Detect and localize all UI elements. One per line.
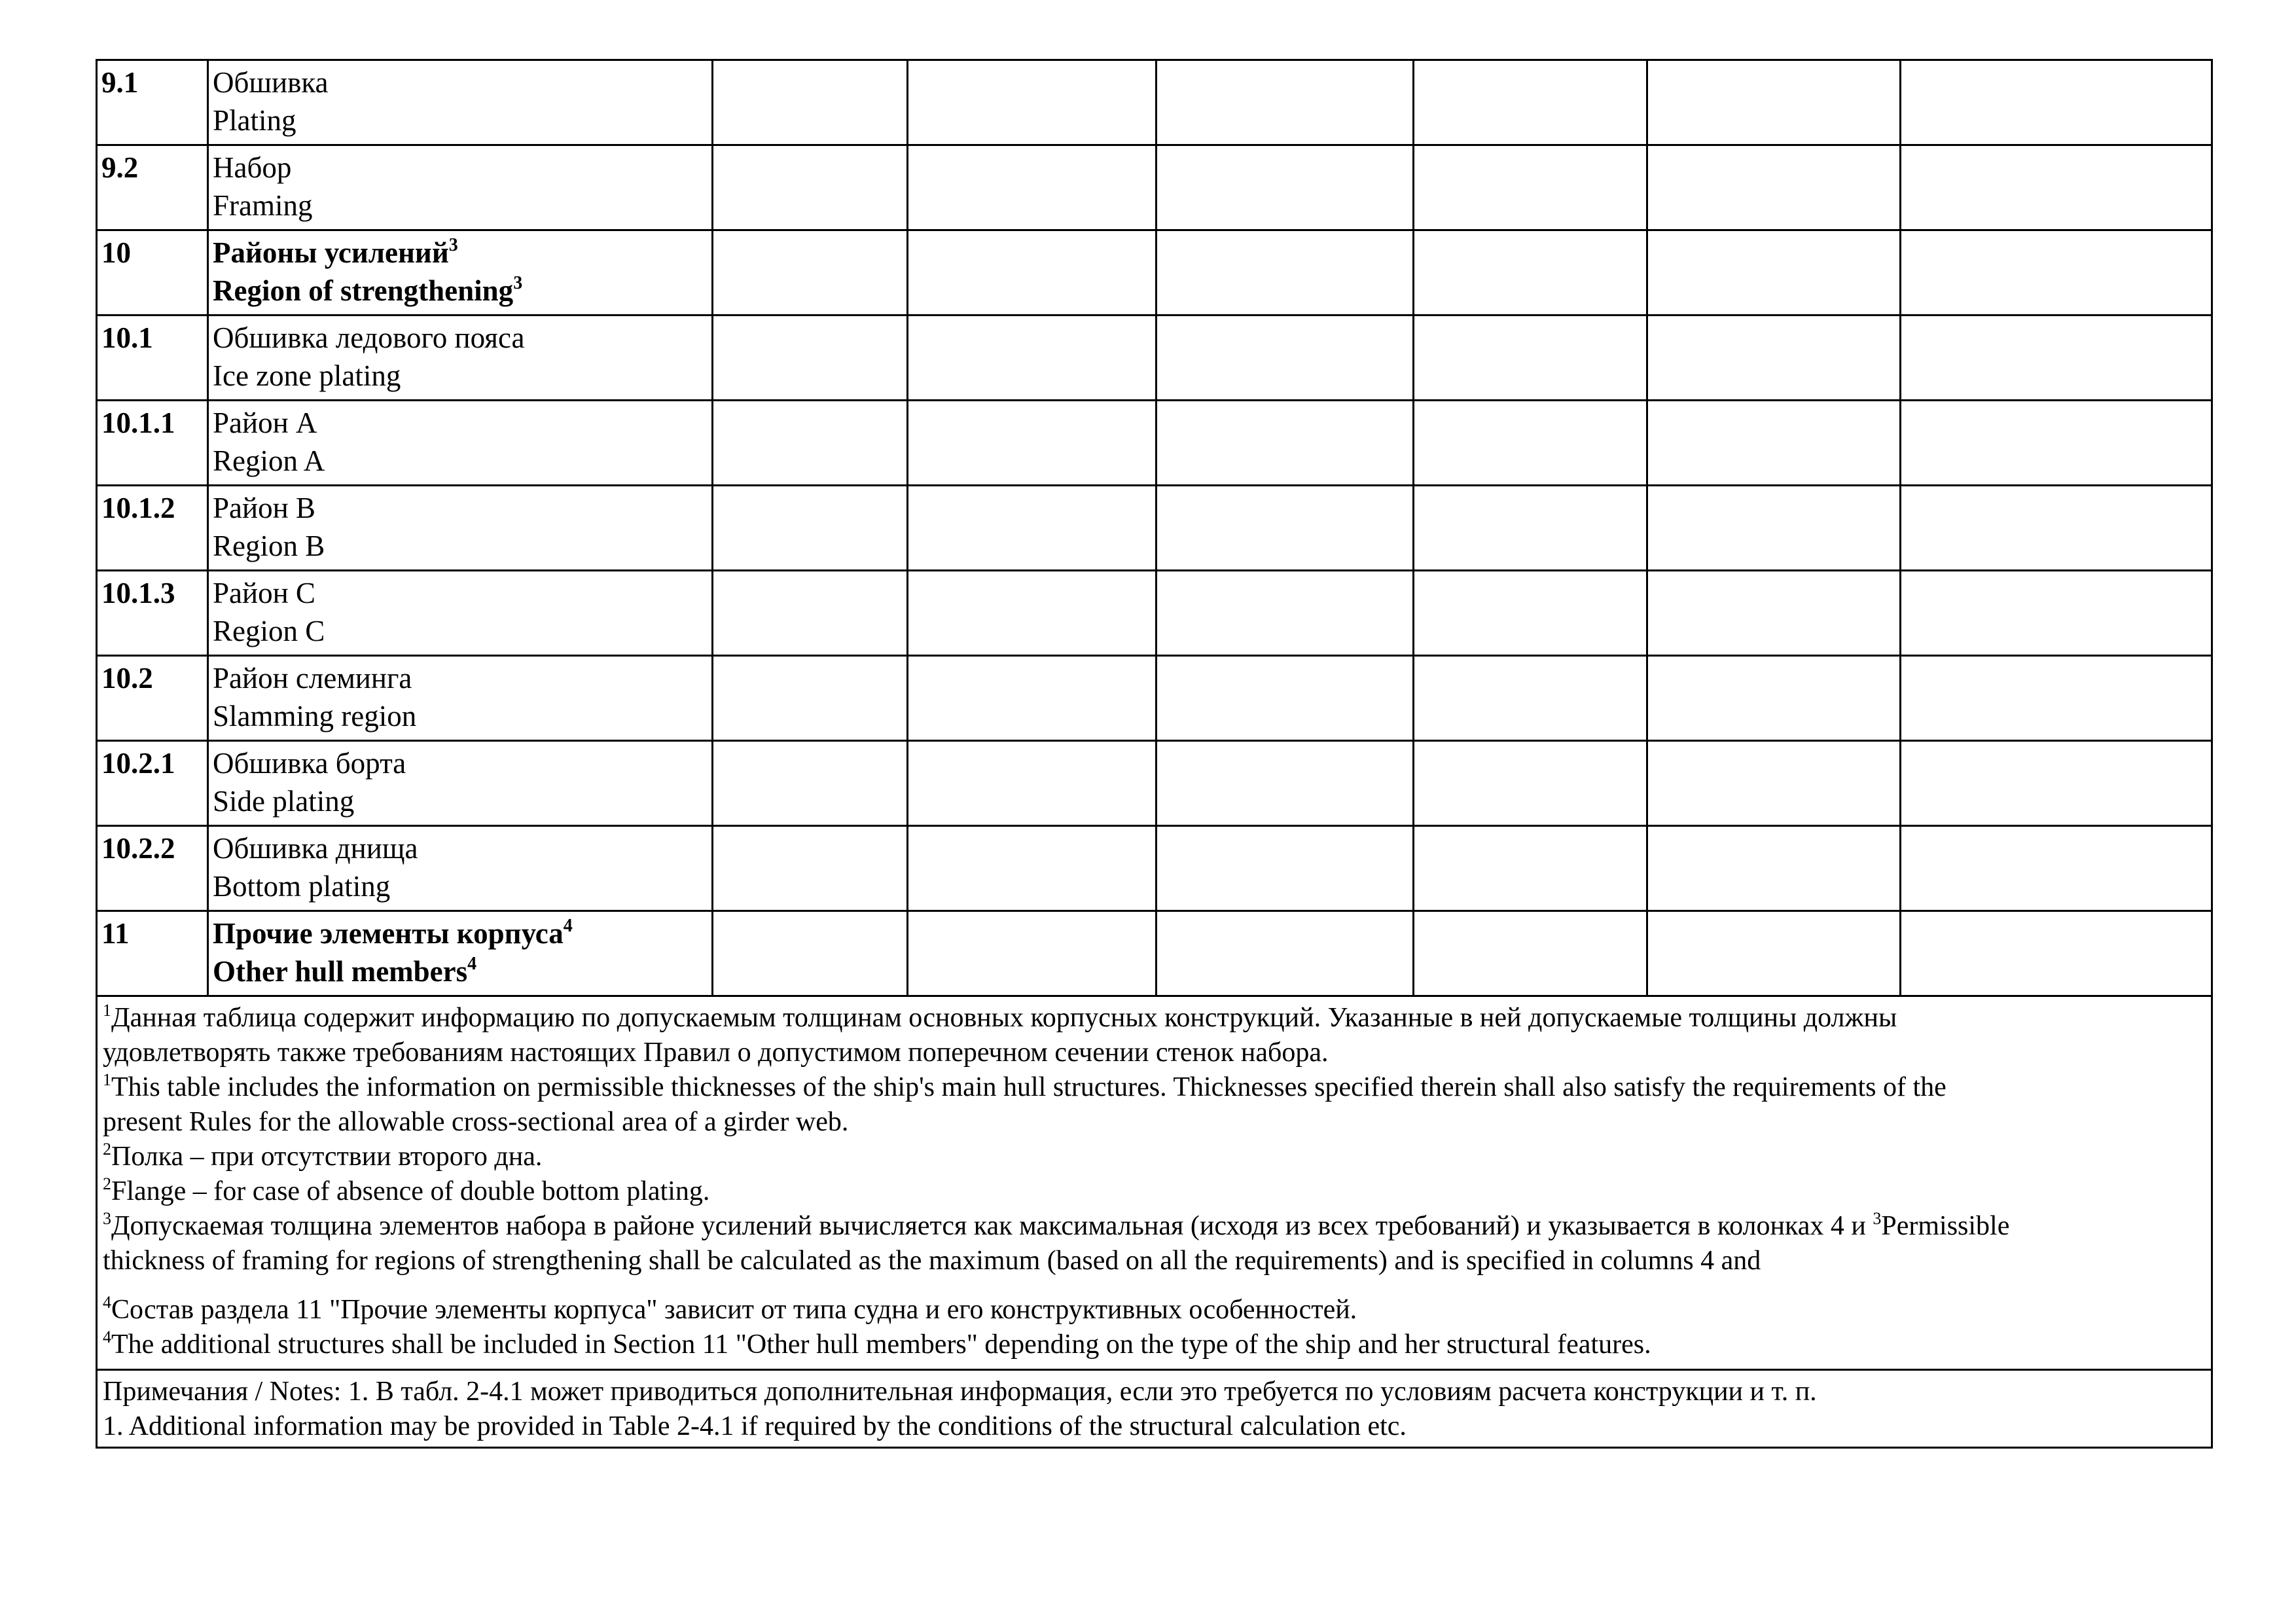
value-cell <box>1414 401 1647 486</box>
footnote-marker: 4 <box>103 1327 111 1346</box>
value-cell <box>1647 230 1901 316</box>
description-en <box>213 357 708 395</box>
value-cell <box>1647 60 1901 145</box>
value-cell <box>1414 60 1647 145</box>
value-cell <box>713 486 908 571</box>
value-cell <box>1901 826 2212 911</box>
value-cell <box>1414 145 1647 230</box>
description-en <box>213 187 708 225</box>
footnote-1-ru-cont: удовлетворять также требованиям настоящих Правил о допустимом поперечном сечении стенок набора. <box>103 1038 1329 1068</box>
value-cell <box>1901 486 2212 571</box>
description-en-text: Region C <box>213 615 325 647</box>
value-cell <box>713 911 908 996</box>
description-ru <box>213 829 708 867</box>
value-cell <box>1157 741 1414 826</box>
value-cell <box>1157 656 1414 741</box>
value-cell <box>1414 230 1647 316</box>
description-en-text: Region B <box>213 530 325 562</box>
value-cell <box>1414 826 1647 911</box>
footnote-text: Flange – for case of absence of double bottom plating. <box>111 1176 710 1206</box>
table-row <box>97 656 2212 741</box>
value-cell <box>908 486 1157 571</box>
row-description <box>208 486 713 571</box>
footnote-4-en <box>103 1327 2206 1362</box>
footnote-marker: 1 <box>103 1070 111 1089</box>
row-description <box>208 316 713 401</box>
row-number: 10.1.2 <box>97 486 208 571</box>
footnote-text: This table includes the information on permissible thicknesses of the ship's main hull structures. Thicknesses specified therein shall also satisfy the requirements of the <box>111 1072 1946 1102</box>
row-number: 10.1 <box>97 316 208 401</box>
footnote-marker: 2 <box>103 1140 111 1159</box>
value-cell <box>1901 571 2212 656</box>
value-cell <box>1414 656 1647 741</box>
table-row <box>97 230 2212 316</box>
value-cell <box>713 401 908 486</box>
thickness-table <box>96 59 2213 1449</box>
table-body <box>97 60 2212 996</box>
row-number: 10 <box>97 230 208 316</box>
notes-line-en: 1. Additional information may be provided in Table 2-4.1 if required by the conditions of the structural calculation etc. <box>103 1411 1407 1441</box>
value-cell <box>908 911 1157 996</box>
description-en <box>213 952 708 990</box>
table-row <box>97 741 2212 826</box>
row-description <box>208 60 713 145</box>
description-ru <box>213 914 708 952</box>
footnotes-cell <box>97 996 2212 1370</box>
description-ru-text: Набор <box>213 151 292 184</box>
value-cell <box>1157 401 1414 486</box>
value-cell <box>1414 316 1647 401</box>
description-ru <box>213 404 708 442</box>
notes-cell <box>97 1370 2212 1448</box>
description-en-text: Framing <box>213 189 313 222</box>
footnote-text: Состав раздела 11 "Прочие элементы корпуса" зависит от типа судна и его конструктивных особенностей. <box>111 1295 1357 1325</box>
value-cell <box>908 571 1157 656</box>
footnote-1-ru <box>103 1001 2206 1036</box>
table-row <box>97 316 2212 401</box>
value-cell <box>1901 60 2212 145</box>
table-row <box>97 145 2212 230</box>
footnote-ref: 3 <box>513 273 523 293</box>
description-ru-text: Район B <box>213 492 315 524</box>
description-en <box>213 527 708 565</box>
description-ru-text: Район C <box>213 577 315 609</box>
value-cell <box>713 316 908 401</box>
footnote-2-en <box>103 1174 2206 1209</box>
description-ru <box>213 659 708 697</box>
value-cell <box>1647 656 1901 741</box>
description-en-text: Plating <box>213 104 296 137</box>
footnote-ref: 4 <box>467 954 477 974</box>
value-cell <box>1157 316 1414 401</box>
value-cell <box>1647 911 1901 996</box>
footnote-text: Данная таблица содержит информацию по допускаемым толщинам основных корпусных конструкций. Указанные в ней допускаемые толщины должны <box>111 1003 1897 1033</box>
table-row <box>97 826 2212 911</box>
value-cell <box>1414 911 1647 996</box>
description-ru-text: Обшивка днища <box>213 832 418 865</box>
value-cell <box>908 741 1157 826</box>
description-ru <box>213 63 708 101</box>
description-ru <box>213 744 708 782</box>
value-cell <box>713 741 908 826</box>
description-ru-text: Прочие элементы корпуса <box>213 917 564 950</box>
value-cell <box>1901 911 2212 996</box>
value-cell <box>1901 656 2212 741</box>
description-ru-text: Район слеминга <box>213 662 412 695</box>
row-number: 10.2 <box>97 656 208 741</box>
row-number: 10.1.1 <box>97 401 208 486</box>
row-description <box>208 145 713 230</box>
description-en <box>213 697 708 735</box>
value-cell <box>1157 60 1414 145</box>
table-row <box>97 486 2212 571</box>
description-en-text: Other hull members <box>213 955 468 988</box>
value-cell <box>713 826 908 911</box>
value-cell <box>1157 486 1414 571</box>
row-description <box>208 826 713 911</box>
value-cell <box>1647 571 1901 656</box>
footnote-2-ru <box>103 1140 2206 1174</box>
document-sheet <box>96 59 2211 1449</box>
footnote-4-ru <box>103 1293 2206 1327</box>
row-number: 11 <box>97 911 208 996</box>
value-cell <box>713 230 908 316</box>
value-cell <box>713 60 908 145</box>
value-cell <box>1414 741 1647 826</box>
description-en-text: Ice zone plating <box>213 359 401 392</box>
row-description <box>208 741 713 826</box>
description-en <box>213 101 708 139</box>
description-ru <box>213 234 708 272</box>
footnote-marker: 2 <box>103 1174 111 1193</box>
value-cell <box>1901 230 2212 316</box>
value-cell <box>1157 911 1414 996</box>
notes-line-ru: Примечания / Notes: 1. В табл. 2-4.1 может приводиться дополнительная информация, если это требуется по условиям расчета конструкции и т. п. <box>103 1377 1817 1407</box>
value-cell <box>713 571 908 656</box>
table-row <box>97 60 2212 145</box>
footnote-text: The additional structures shall be included in Section 11 "Other hull members" depending on the type of the ship and her structural features. <box>111 1329 1651 1360</box>
value-cell <box>713 145 908 230</box>
value-cell <box>908 230 1157 316</box>
footnotes-section <box>97 996 2212 1448</box>
value-cell <box>908 826 1157 911</box>
footnote-text: Permissible <box>1881 1211 2010 1241</box>
value-cell <box>1647 741 1901 826</box>
value-cell <box>908 401 1157 486</box>
row-number: 9.1 <box>97 60 208 145</box>
description-en-text: Bottom plating <box>213 870 391 903</box>
description-en-text: Side plating <box>213 785 355 818</box>
footnote-spacer <box>103 1278 2206 1293</box>
value-cell <box>908 145 1157 230</box>
description-ru <box>213 149 708 187</box>
value-cell <box>1414 571 1647 656</box>
table-row <box>97 401 2212 486</box>
value-cell <box>1157 230 1414 316</box>
description-en <box>213 612 708 650</box>
footnote-3 <box>103 1209 2206 1244</box>
description-en <box>213 442 708 480</box>
description-en <box>213 272 708 310</box>
description-en-text: Slamming region <box>213 700 417 732</box>
description-ru-text: Обшивка борта <box>213 747 406 780</box>
value-cell <box>1647 826 1901 911</box>
value-cell <box>1647 486 1901 571</box>
footnote-text: Допускаемая толщина элементов набора в районе усилений вычисляется как максимальная (исходя из всех требований) и указывается в колонках 4 и <box>111 1211 1873 1241</box>
description-ru <box>213 489 708 527</box>
description-ru-text: Обшивка <box>213 66 329 99</box>
footnote-marker: 4 <box>103 1293 111 1312</box>
row-number: 10.2.2 <box>97 826 208 911</box>
footnote-3-cont: thickness of framing for regions of strengthening shall be calculated as the maximum (based on all the requirements) and is specified in columns 4 and <box>103 1246 1761 1276</box>
description-ru-text: Район A <box>213 406 317 439</box>
row-number: 9.2 <box>97 145 208 230</box>
value-cell <box>1414 486 1647 571</box>
value-cell <box>908 60 1157 145</box>
table-row <box>97 571 2212 656</box>
row-description <box>208 911 713 996</box>
footnote-1-en-cont: present Rules for the allowable cross-sectional area of a girder web. <box>103 1107 849 1137</box>
row-number: 10.1.3 <box>97 571 208 656</box>
value-cell <box>1647 145 1901 230</box>
value-cell <box>1647 316 1901 401</box>
row-number: 10.2.1 <box>97 741 208 826</box>
footnote-1-en <box>103 1070 2206 1105</box>
footnote-marker: 1 <box>103 1001 111 1020</box>
value-cell <box>1647 401 1901 486</box>
value-cell <box>1157 571 1414 656</box>
value-cell <box>1901 316 2212 401</box>
description-en <box>213 867 708 905</box>
row-description <box>208 571 713 656</box>
description-ru-text: Обшивка ледового пояса <box>213 321 525 354</box>
value-cell <box>1901 145 2212 230</box>
description-en-text: Region A <box>213 444 325 477</box>
value-cell <box>908 316 1157 401</box>
description-ru <box>213 319 708 357</box>
description-en-text: Region of strengthening <box>213 274 514 307</box>
footnote-ref: 4 <box>563 916 573 936</box>
row-description <box>208 230 713 316</box>
value-cell <box>713 656 908 741</box>
value-cell <box>908 656 1157 741</box>
footnote-ref: 3 <box>448 235 458 255</box>
description-ru-text: Районы усилений <box>213 236 449 269</box>
row-description <box>208 401 713 486</box>
footnote-marker: 3 <box>103 1209 111 1228</box>
table-row <box>97 911 2212 996</box>
row-description <box>208 656 713 741</box>
footnote-marker: 3 <box>1873 1209 1882 1228</box>
value-cell <box>1901 741 2212 826</box>
description-en <box>213 782 708 820</box>
value-cell <box>1157 826 1414 911</box>
value-cell <box>1901 401 2212 486</box>
footnote-text: Полка – при отсутствии второго дна. <box>111 1142 543 1172</box>
value-cell <box>1157 145 1414 230</box>
description-ru <box>213 574 708 612</box>
